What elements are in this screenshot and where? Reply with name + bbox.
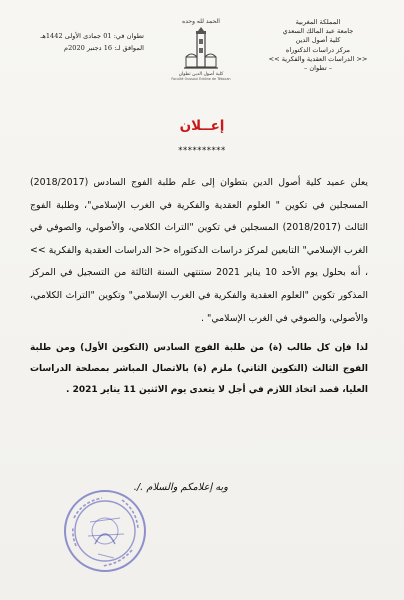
header-line-city: – تطوان – (303, 64, 333, 73)
body-line: تكوين "العلوم العقدية والفكرية في الغرب الإسلامي" وتكوين "التراث الكلامي، (30, 289, 335, 301)
body-line: الدكتوراه << الدراسات العقدية والفكرية >> ، أنه بحلول يوم الأحد 10 (30, 244, 369, 279)
announcement-body (30, 172, 368, 401)
body-line: لذا فإن كل طالب (ة) من طلبة الفوج السادس (التكوين الأول) ومن طلبة (30, 343, 368, 354)
header-line-center: مركز دراسات الدكتوراه (285, 45, 351, 54)
body-line: الإسلامي"، وطلبة الفوج الثالث (2018/2017) المسجلين في تكوين "التراث (30, 199, 368, 234)
header-line-studies: << الدراسات العقدية والفكرية >> (268, 54, 368, 63)
header-line-university: جامعة عبد المالك السعدي (282, 27, 354, 36)
body-line: والأصولي، والصوفي في الغرب الإسلامي" . (201, 312, 368, 324)
date-gregorian: الموافق لـ: 16 دجنبر 2020م (64, 44, 144, 52)
faculty-logo-block (156, 18, 246, 81)
body-line: (2018/2017) المسجلين في تكوين " العلوم العقدية والفكرية في الغرب (30, 177, 368, 211)
announcement-title: إعــلان (179, 118, 225, 134)
institution-header (252, 18, 384, 73)
faculty-logo-icon (184, 27, 218, 71)
date-block (14, 30, 144, 54)
closing-line: وبه إعلامكم والسلام ./. (133, 482, 228, 493)
instruction-paragraph (30, 338, 368, 401)
stars-divider: ********** (178, 146, 226, 156)
body-line: يعلن عميد كلية أصول الدين بتطوان إلى علم طلبة الفوج السادس (93, 177, 368, 188)
header-line-faculty: كلية أصول الدين (295, 36, 341, 45)
basmala-text: الحمد لله وحده (182, 18, 220, 25)
body-line: الكلامي، والأصولي، والصوفي في الغرب الإسلامي" التابعين لمركز دراسات (30, 222, 369, 256)
logo-caption-latin: Faculté Oussoul Eddine de Tétouan (171, 77, 231, 81)
official-stamp-icon (62, 488, 148, 574)
body-line: قصد اتخاذ اللازم في أجل لا يتعدى يوم الاثنين 11 يناير 2021 . (66, 385, 340, 396)
date-hijri: تطوان في: 01 جمادى الأولى 1442هـ (40, 32, 144, 40)
body-line: الفوج الثالث (التكوين الثاني) ملزم (ة) بالاتصال المباشر بمصلحة الدراسات العليا، (30, 364, 368, 396)
header-line-kingdom: المملكة المغربية (295, 18, 341, 26)
logo-caption-arabic: كلية أصول الدين تطوان (178, 72, 224, 77)
body-line: يناير 2021 ستنتهي السنة الثالثة من التسجيل في المركز المذكور (30, 267, 368, 301)
